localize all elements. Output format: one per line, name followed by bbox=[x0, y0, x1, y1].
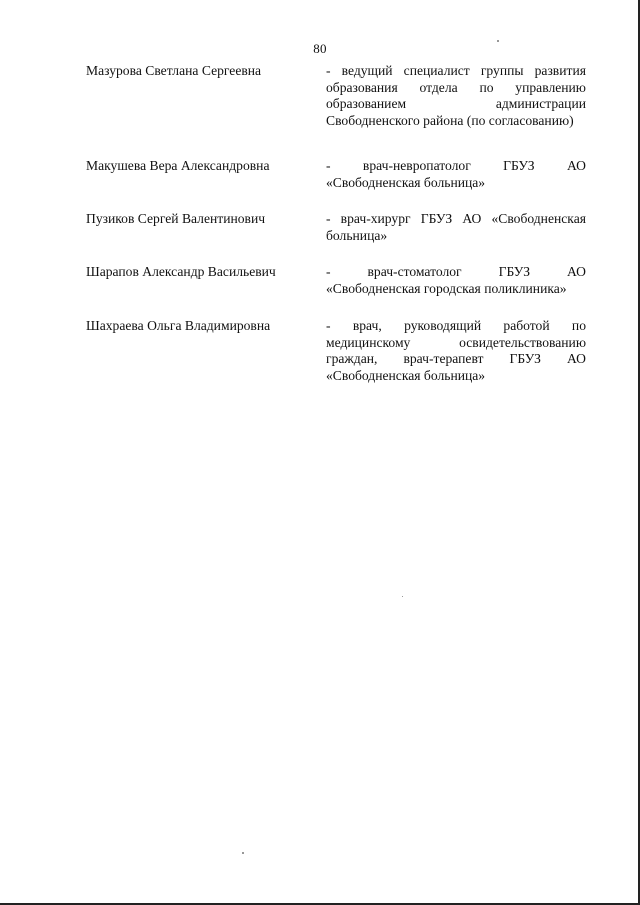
role-line: Свободненского района (по согласованию) bbox=[326, 112, 574, 128]
role-word: ГБУЗ bbox=[509, 351, 541, 366]
role-word: по bbox=[571, 318, 586, 333]
role-line bbox=[326, 318, 586, 335]
role-line: больница» bbox=[326, 227, 388, 243]
role-word: - bbox=[326, 318, 331, 333]
role-word: ГБУЗ bbox=[420, 211, 453, 226]
role-word: врач-невропатолог bbox=[362, 158, 471, 173]
role-line bbox=[326, 211, 586, 228]
role-word: по bbox=[479, 79, 494, 95]
member-role bbox=[326, 264, 586, 297]
member-name: Шахраева Ольга Владимировна bbox=[86, 318, 271, 333]
role-word: - bbox=[326, 158, 331, 173]
role-word: образованием bbox=[326, 96, 407, 111]
role-word: группы bbox=[480, 63, 524, 78]
role-word: АО bbox=[567, 158, 586, 173]
role-word: ГБУЗ bbox=[503, 158, 535, 173]
member-role bbox=[326, 318, 586, 384]
scan-speck bbox=[242, 852, 244, 854]
role-word: ГБУЗ bbox=[498, 264, 531, 279]
role-line: «Свободненская городская поликлиника» bbox=[326, 280, 567, 296]
role-line bbox=[326, 351, 586, 368]
role-word: администрации bbox=[495, 96, 586, 111]
role-line: «Свободненская больница» bbox=[326, 367, 486, 383]
role-line bbox=[326, 158, 586, 175]
member-role bbox=[326, 158, 586, 191]
role-line bbox=[326, 264, 586, 281]
member-role bbox=[326, 211, 586, 244]
role-word: руководящий bbox=[404, 318, 482, 333]
scan-speck bbox=[497, 40, 499, 42]
role-word: АО bbox=[567, 264, 586, 279]
role-line bbox=[326, 335, 586, 352]
role-word: образования bbox=[326, 79, 398, 95]
role-word: АО bbox=[567, 351, 586, 366]
role-word: управлению bbox=[515, 79, 586, 95]
role-word: врач-терапевт bbox=[403, 351, 484, 366]
role-line: «Свободненская больница» bbox=[326, 174, 486, 190]
role-line bbox=[326, 80, 586, 97]
role-word: - bbox=[326, 211, 331, 226]
member-name: Пузиков Сергей Валентинович bbox=[86, 211, 266, 226]
role-word: врач, bbox=[352, 318, 382, 333]
role-word: - bbox=[326, 264, 331, 279]
member-entry bbox=[86, 264, 586, 297]
role-word: граждан, bbox=[326, 351, 378, 366]
role-word: работой bbox=[503, 318, 550, 333]
member-entry bbox=[86, 318, 586, 384]
member-role bbox=[326, 63, 586, 129]
role-word: АО bbox=[462, 211, 482, 226]
member-entry bbox=[86, 63, 586, 129]
role-word: ведущий bbox=[341, 63, 393, 78]
role-word: специалист bbox=[403, 63, 470, 78]
role-word: отдела bbox=[419, 79, 458, 95]
role-word: - bbox=[326, 63, 331, 78]
role-line bbox=[326, 63, 586, 80]
member-entry bbox=[86, 158, 586, 191]
role-word: развития bbox=[534, 63, 586, 78]
role-word: «Свободненская bbox=[491, 211, 586, 226]
role-word: врач-хирург bbox=[340, 211, 411, 226]
role-line bbox=[326, 96, 586, 113]
page-number: 80 bbox=[313, 41, 327, 56]
member-name: Мазурова Светлана Сергеевна bbox=[86, 63, 262, 78]
member-name: Макушева Вера Александровна bbox=[86, 158, 270, 173]
role-word: врач-стоматолог bbox=[367, 264, 462, 279]
role-word: освидетельствованию bbox=[459, 334, 586, 350]
member-entry bbox=[86, 211, 586, 244]
role-word: медицинскому bbox=[326, 334, 411, 350]
scan-speck bbox=[402, 596, 403, 597]
commission-member-list bbox=[86, 63, 586, 400]
member-name: Шарапов Александр Васильевич bbox=[86, 264, 276, 279]
